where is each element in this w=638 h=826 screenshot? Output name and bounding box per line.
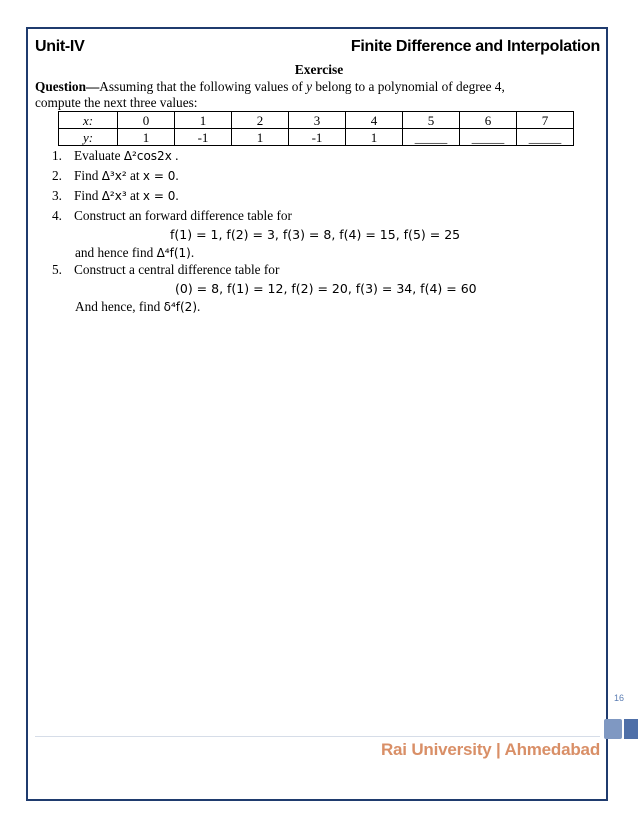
item-number: 4. bbox=[52, 208, 62, 223]
followup-math: Δ⁴f(1) bbox=[156, 246, 191, 260]
table-cell: 6 bbox=[460, 112, 517, 129]
question-label: Question— bbox=[35, 79, 100, 94]
footer-text: Rai University | Ahmedabad bbox=[380, 740, 600, 759]
item-tail: . bbox=[171, 148, 179, 163]
footer-divider bbox=[35, 736, 600, 737]
item-math-2: x = 0 bbox=[142, 169, 176, 183]
page-tab-decoration bbox=[624, 719, 638, 739]
table-cell: _____ bbox=[460, 129, 517, 146]
table-row-y bbox=[59, 129, 574, 146]
table-cell: 1 bbox=[346, 129, 403, 146]
item-number: 1. bbox=[52, 148, 62, 163]
item-number: 5. bbox=[52, 262, 62, 277]
values-table bbox=[58, 111, 574, 146]
item-mid: at bbox=[126, 168, 143, 183]
table-cell: 2 bbox=[232, 112, 289, 129]
item-number: 2. bbox=[52, 168, 62, 183]
table-cell: _____ bbox=[517, 129, 574, 146]
exercise-heading: Exercise bbox=[294, 62, 344, 77]
item-text: Find bbox=[74, 188, 102, 203]
table-cell: 1 bbox=[232, 129, 289, 146]
unit-title: Unit-IV bbox=[35, 38, 85, 55]
followup-text: And hence, find bbox=[75, 299, 164, 314]
table-cell: 7 bbox=[517, 112, 574, 129]
question-text-3: compute the next three values: bbox=[35, 95, 198, 110]
followup-text: and hence find bbox=[75, 245, 157, 260]
table-cell: 1 bbox=[175, 112, 232, 129]
item-text: Find bbox=[74, 168, 102, 183]
item-followup bbox=[75, 299, 200, 315]
list-item bbox=[52, 168, 179, 184]
table-row-x bbox=[59, 112, 574, 129]
table-cell: _____ bbox=[403, 129, 460, 146]
table-header-y: y: bbox=[59, 129, 118, 146]
table-cell: 1 bbox=[118, 129, 175, 146]
item-equation: f(1) = 1, f(2) = 3, f(3) = 8, f(4) = 15, f(5) = 25 bbox=[170, 227, 461, 242]
item-math: Δ²x³ bbox=[101, 189, 127, 203]
item-tail: . bbox=[175, 188, 179, 203]
question-text-2: belong to a polynomial of degree 4, bbox=[312, 79, 505, 94]
list-item bbox=[52, 208, 292, 224]
item-text: Construct an forward difference table for bbox=[74, 208, 292, 223]
item-text: Evaluate bbox=[74, 148, 124, 163]
table-cell: 4 bbox=[346, 112, 403, 129]
question-text-1: Assuming that the following values of bbox=[99, 79, 307, 94]
item-tail: . bbox=[175, 168, 179, 183]
page-header bbox=[35, 38, 600, 60]
followup-tail: . bbox=[197, 299, 201, 314]
list-item bbox=[52, 188, 179, 204]
page-number: 16 bbox=[614, 693, 625, 703]
item-math: Δ²cos2x bbox=[123, 149, 172, 163]
question-var: y bbox=[306, 79, 313, 94]
table-cell: -1 bbox=[289, 129, 346, 146]
chapter-title: Finite Difference and Interpolation bbox=[350, 38, 600, 55]
item-math: Δ³x² bbox=[101, 169, 127, 183]
followup-math: δ⁴f(2) bbox=[163, 300, 197, 314]
item-equation: (0) = 8, f(1) = 12, f(2) = 20, f(3) = 34, f(4) = 60 bbox=[175, 281, 477, 296]
item-number: 3. bbox=[52, 188, 62, 203]
followup-tail: . bbox=[190, 245, 195, 260]
table-cell: 5 bbox=[403, 112, 460, 129]
list-item bbox=[52, 148, 178, 164]
page-tab-decoration bbox=[604, 719, 622, 739]
item-followup bbox=[75, 245, 194, 261]
item-text: Construct a central difference table for bbox=[74, 262, 280, 277]
question-paragraph bbox=[35, 79, 595, 111]
table-cell: 0 bbox=[118, 112, 175, 129]
item-math-2: x = 0 bbox=[142, 189, 176, 203]
table-cell: 3 bbox=[289, 112, 346, 129]
list-item bbox=[52, 262, 279, 278]
table-cell: -1 bbox=[175, 129, 232, 146]
item-mid: at bbox=[126, 188, 143, 203]
table-header-x: x: bbox=[59, 112, 118, 129]
